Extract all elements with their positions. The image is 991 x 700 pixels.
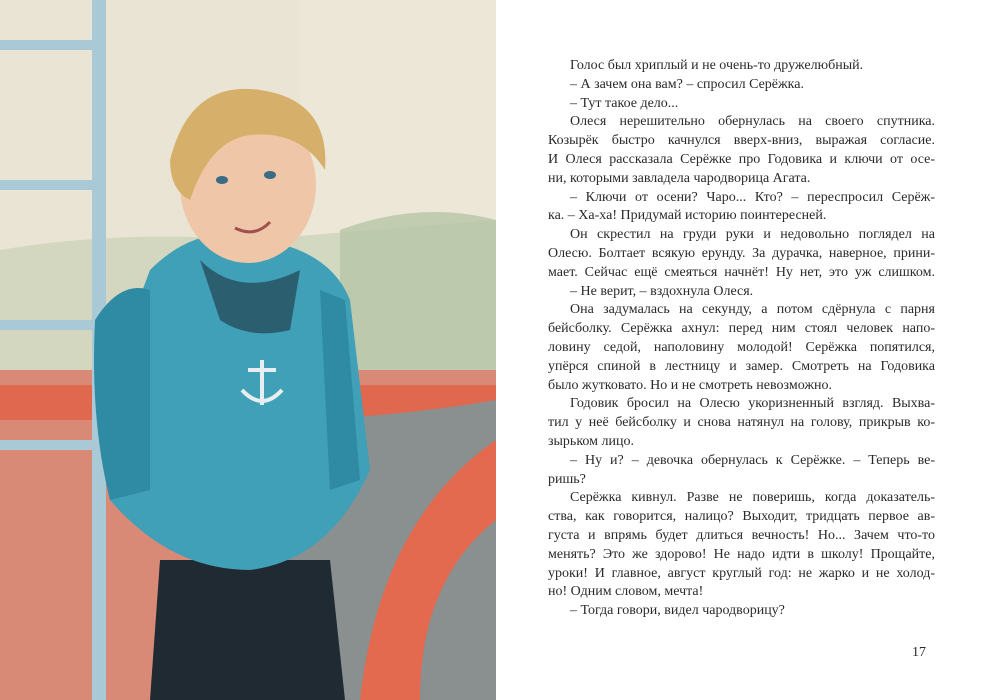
- text-line: Олеся нерешительно обернулась на своего спутника.: [570, 114, 935, 130]
- text-line: – Тогда говори, видел чародворицу?: [570, 603, 785, 619]
- text-line: ловину седой, наполовину молодой! Серёжка попятился,: [548, 339, 935, 355]
- text-line: упёрся спиной в лестницу и замер. Смотреть на Годовика: [548, 358, 935, 374]
- text-line: – Ключи от осени? Чаро... Кто? – переспросил Серёж-: [570, 189, 935, 205]
- text-line: И Олеся рассказала Серёжке про Годовика и ключи от осе-: [548, 151, 935, 167]
- text-line: тил у неё бейсболку и снова натянул на голову, прикрыв ко-: [548, 415, 935, 431]
- text-line: Козырёк быстро качнулся вверх-вниз, выражая согласие.: [548, 133, 935, 149]
- text-line: Олесю. Болтает всякую ерунду. За дурачка, наверное, прини-: [548, 245, 935, 261]
- text-line: – Ну и? – девочка обернулась к Серёжке. – Теперь ве-: [570, 452, 935, 468]
- text-line: густа и впрямь будет длиться вечность! Но... Зачем что-то: [548, 527, 935, 543]
- text-line: Она задумалась на секунду, а потом сдёрнула с парня: [570, 302, 935, 318]
- text-line: – А зачем она вам? – спросил Серёжка.: [570, 76, 804, 92]
- text-line: менять? Это же здорово! Не надо идти в школу! Прощайте,: [548, 546, 935, 562]
- page-number: 17: [912, 645, 926, 660]
- text-line: Серёжка кивнул. Разве не поверишь, когда доказатель-: [570, 490, 935, 506]
- text-line: Годовик бросил на Олесю укоризненный взгляд. Выхва-: [570, 396, 935, 412]
- text-line: ка. – Ха-ха! Придумай историю поинтересней.: [548, 208, 827, 224]
- text-line: Он скрестил на груди руки и недовольно поглядел на: [570, 227, 935, 243]
- text-page: [548, 57, 935, 621]
- text-line: – Тут такое дело...: [570, 95, 679, 111]
- text-line: зырьком лицо.: [548, 433, 634, 449]
- text-line: – Не верит, – вздохнула Олеся.: [570, 283, 754, 299]
- text-line: но! Одним словом, мечта!: [548, 584, 704, 600]
- text-line: Голос был хриплый и не очень-то дружелюбный.: [570, 58, 864, 73]
- text-line: мает. Сейчас ещё смеяться начнёт! Ну нет, это уж слишком.: [548, 264, 935, 280]
- text-line: бейсболку. Серёжка ахнул: перед ним стоял человек напо-: [548, 321, 935, 337]
- text-line: ришь?: [548, 471, 586, 487]
- text-line: уроки! И главное, август круглый год: не жарко и не холод-: [548, 565, 935, 581]
- text-line: было жутковато. Но и не смотреть невозможно.: [548, 377, 833, 393]
- text-line: ства, как говорится, налицо? Выходит, тридцать первое ав-: [548, 509, 935, 525]
- text-line: ни, которыми завладела чародворица Агата.: [548, 170, 811, 186]
